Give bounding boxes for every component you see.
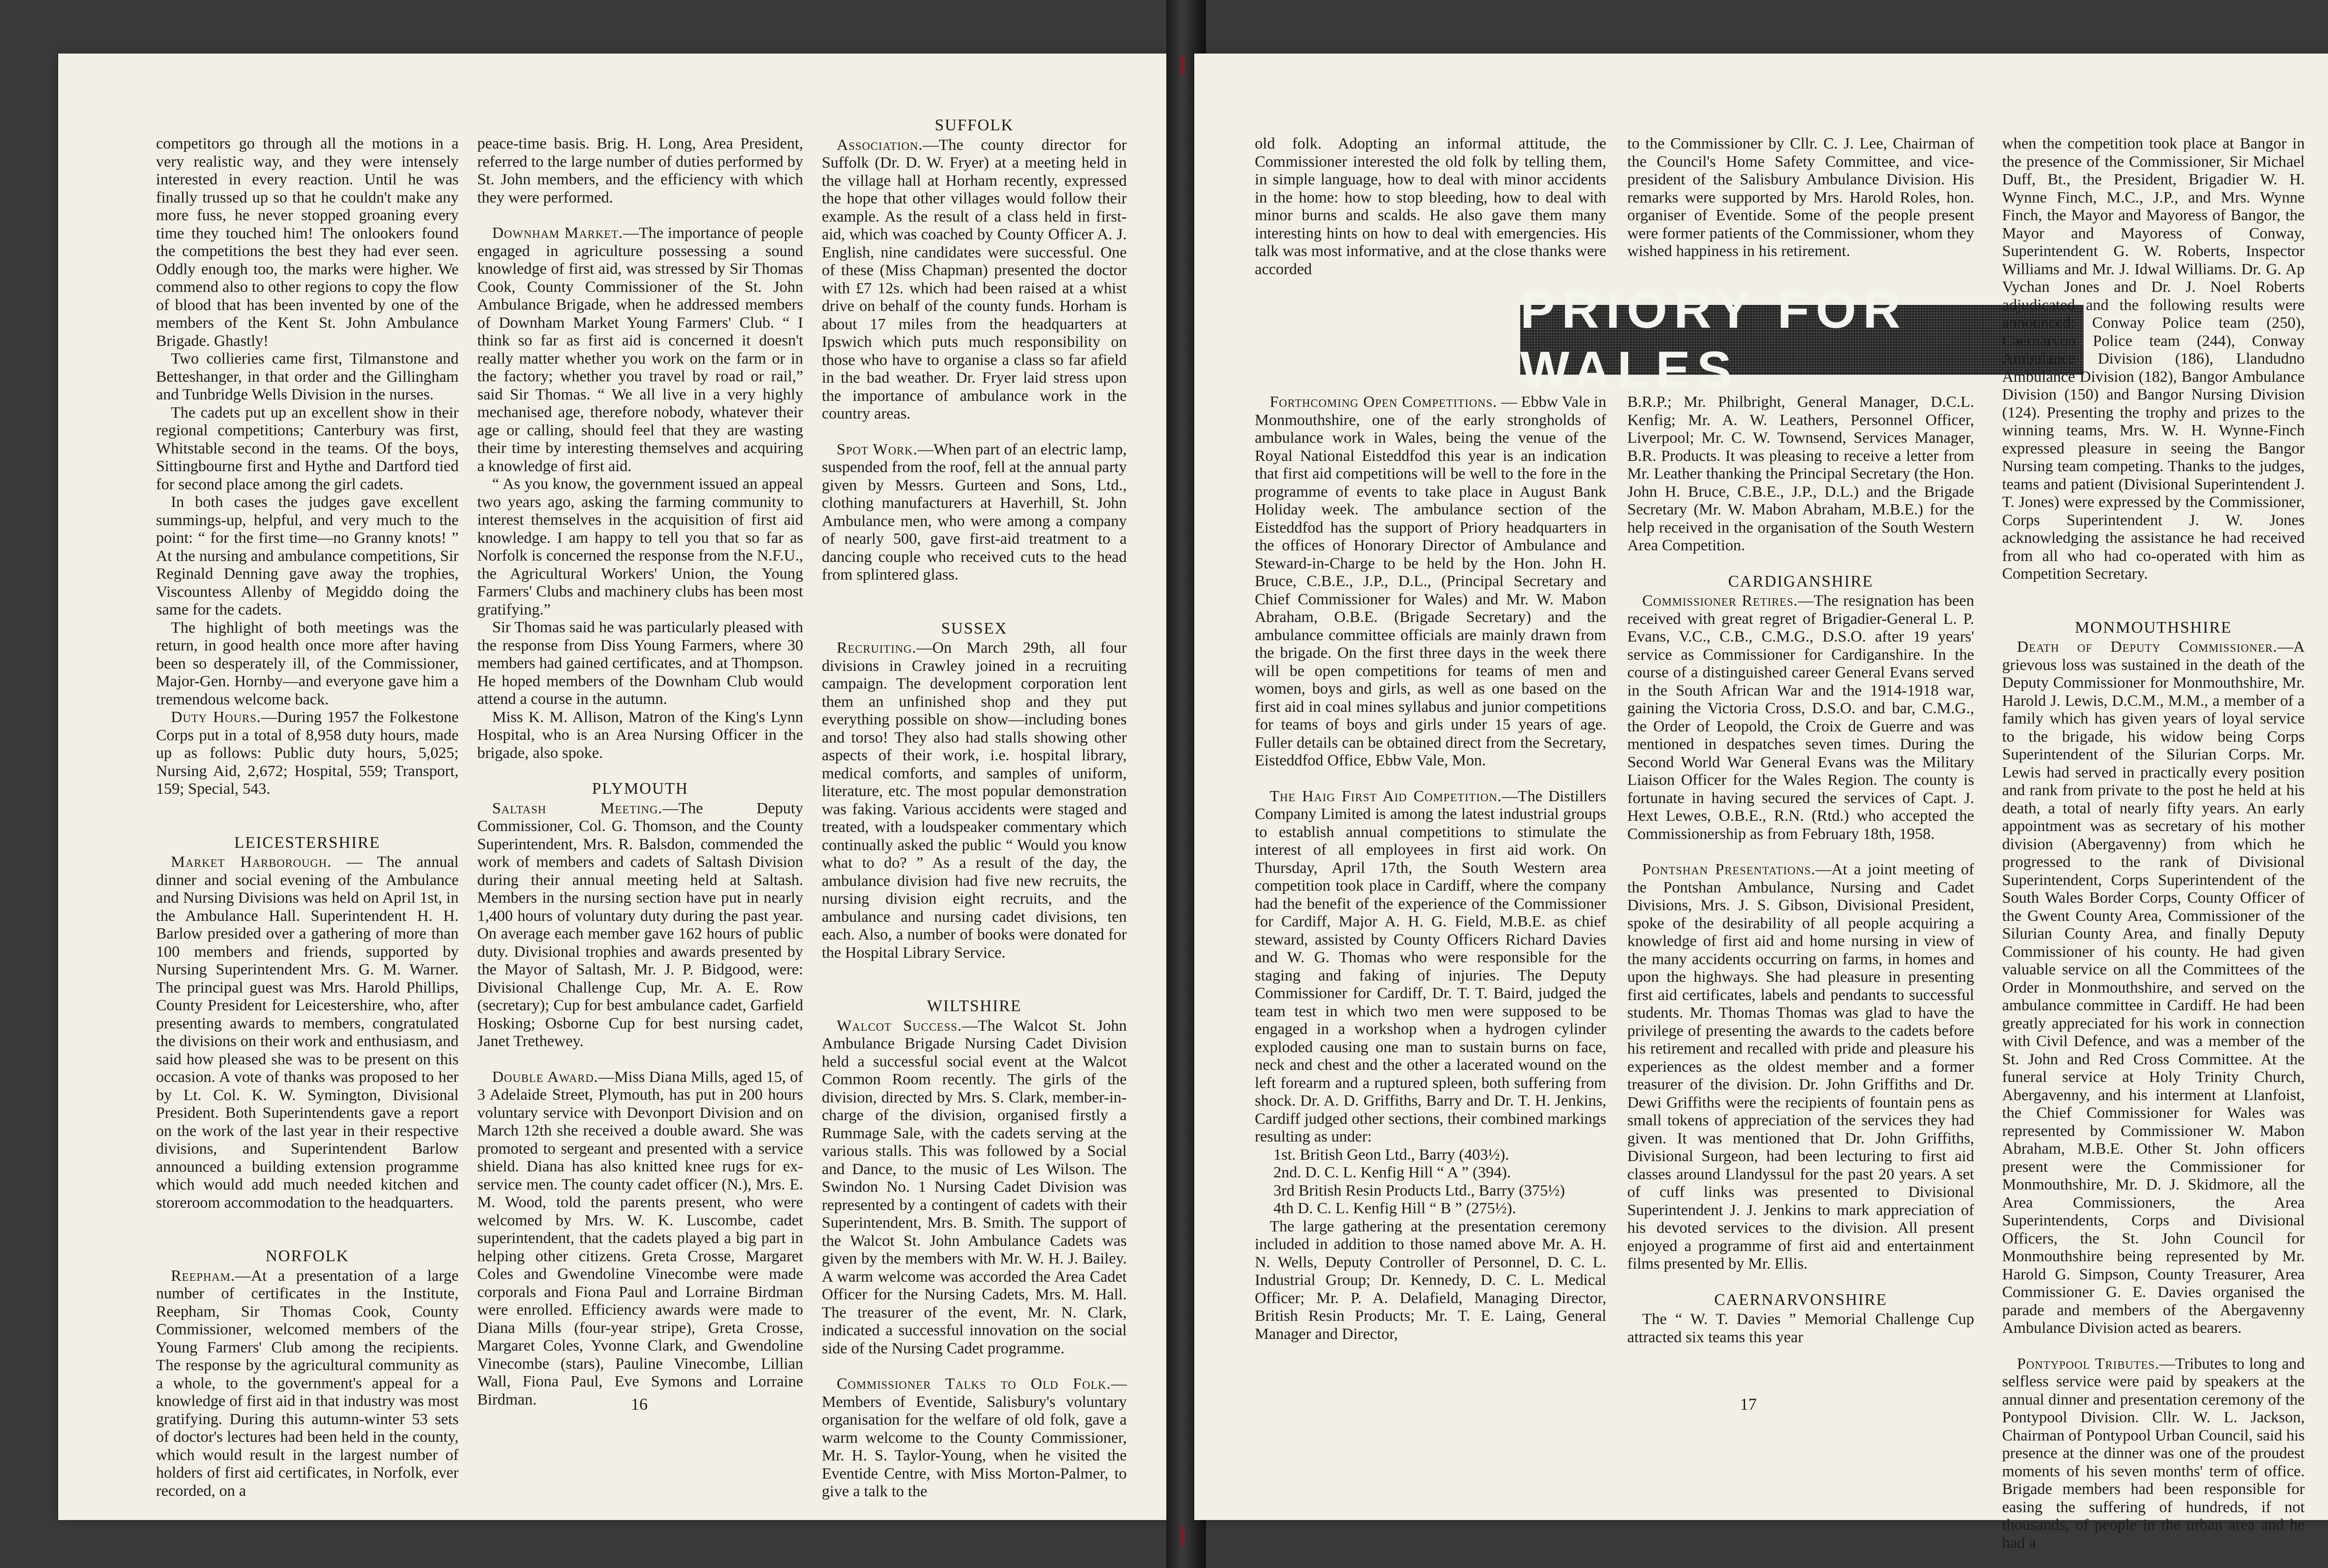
paragraph — [822, 1017, 1127, 1358]
spacer — [156, 798, 459, 834]
spacer — [1627, 555, 1974, 573]
paragraph-body: — The annual dinner and social evening of the Ambulance and Nursing Divisions was held on April 1st, in the Ambulance Hall. Superintendent H. H. Barlow presided over a gathering of more than 100 members and friends, supported by Nursing Superintendent Mrs. G. M. Warner. The principal guest was Mrs. Harold Phillips, County President for Leicestershire, who, after presenting awards to members, congratulated the divisions on their work and enthusiasm, and said how pleased she was to be present on this occasion. A vote of thanks was proposed to her by Lt. Col. K. W. Symington, Divisional President. Both Superintendents gave a report on the work of the last year in their respective divisions, and Superintendent Barlow announced a building extension programme which would add much needed kitchen and storeroom accommodation to the headquarters. — [156, 853, 459, 1211]
run-in-heading: Pontshan Presentations. — [1642, 861, 1816, 878]
paragraph: peace-time basis. Brig. H. Long, Area President, referred to the large number of duties performed by St. John members, and the efficiency with which they were performed. — [477, 135, 803, 206]
paragraph-body: —Miss Diana Mills, aged 15, of 3 Adelaide Street, Plymouth, has put in 200 hours voluntary service with Devonport Division and on March 12th she received a double award. She was promoted to sergeant and presented with a service shield. Diana has also knitted knee rugs for ex-service men. The county cadet officer (N.), Mrs. E. M. Wood, told the parents present, who were welcomed by Mrs. W. K. Luscombe, cadet superintendent, that the cadets played a big part in helping other citizens. Greta Crosse, Margaret Coles and Gwendoline Vinecombe were made corporals and Fiona Paul and Lorraine Birdman were enrolled. Efficiency awards were made to Diana Mills (four-year stripe), Greta Crosse, Margaret Coles, Yvonne Clark, and Gwendoline Vinecombe (stars), Pauline Vinecombe, Lillian Wall, Fiona Paul, Eve Symons and Lorraine Birdman. — [477, 1068, 803, 1408]
run-in-heading: Recruiting. — [837, 639, 917, 656]
paragraph-body: —At a presentation of a large number of certificates in the Institute, Reepham, Sir Thomas Cook, County Commissioner, welcomed members of the Young Farmers' Club among the recipients. The response by the agricultural community as a whole, to the government's appeal for a knowledge of first aid in that industry was most gratifying. During this autumn-winter 53 sets of doctor's lectures had been held in the county, which would result in the largest number of holders of first aid certificates, in Norfolk, ever recorded, on a — [156, 1267, 459, 1500]
left-column-3 — [822, 116, 1127, 1501]
spacer — [822, 423, 1127, 441]
run-in-heading: Forthcoming Open Competitions. — [1270, 393, 1497, 411]
run-in-heading: Duty Hours. — [171, 709, 261, 726]
paragraph: The large gathering at the presentation ceremony included in addition to those named above Mr. A. H. N. Wells, Deputy Controller of Personnel, D. C. L. Industrial Group; Dr. Kennedy, D. C. L. Medical Officer; Mr. P. A. Delafield, Managing Director, British Resin Products; Mr. T. E. Laing, General Manager and Director, — [1255, 1217, 1606, 1343]
paragraph-body: —Tributes to long and selfless service were paid by speakers at the annual dinner and presentation ceremony of the Pontypool Division. Cllr. W. L. Jackson, Chairman of Pontypool Urban Council, said his presence at the dinner was one of the proudest moments of his seven months' term of office. Brigade members had been responsible for easing the suffering of hundreds, if not thousands, of people in the urban area and he had a — [2002, 1355, 2305, 1552]
paragraph — [1627, 861, 1974, 1273]
run-in-heading: Downham Market. — [492, 224, 623, 242]
paragraph-body: —The Walcot St. John Ambulance Brigade Nursing Cadet Division held a successful social event at the Walcot Common Room recently. The girls of the division, directed by Mrs. S. Clark, member-in-charge of the division, organised firstly a Rummage Sale, with the cadets serving at the various stalls. This was followed by a Social and Dance, to the music of Les Wilson. The Swindon No. 1 Nursing Cadet Division was represented by a contingent of cadets with their Superintendent, Mrs. B. Smith. The support of the Walcot St. John Ambulance Cadets was given by the members with Mr. W. H. J. Bailey. A warm welcome was accorded the Area Cadet Officer for the Nursing Cadets, Mrs. M. Hall. The treasurer of the event, Mr. N. Clark, indicated a successful innovation on the social side of the Nursing Cadet programme. — [822, 1017, 1127, 1357]
paragraph-body: —The resignation has been received with great regret of Brigadier-General L. P. Evans, V.C., C.B., C.M.G., D.S.O. after 19 years' service as Commissioner for Cardiganshire. In the course of a distinguished career General Evans served in the South African War and the 1914-1918 war, gaining the Victoria Cross, D.S.O. and bar, C.M.G., the Order of Leopold, the Croix de Guerre and was mentioned in despatches seven times. During the Second World War General Evans was the Military Liaison Officer for the Wales Region. The county is fortunate in having secured the services of Capt. J. Hext Lewes, O.B.E., R.N. (Rtd.) who accepted the Commissionership as from February 18th, 1958. — [1627, 592, 1974, 843]
run-in-heading: Association. — [837, 136, 923, 154]
spacer — [822, 584, 1127, 620]
paragraph — [156, 1267, 459, 1500]
paragraph — [477, 224, 803, 475]
paragraph-body: —Members of Eventide, Salisbury's voluntary organisation for the welfare of old folk, gave a warm welcome to the County Commissioner, Mr. H. S. Taylor-Young, when he visited the Eventide Centre, with Miss Morton-Palmer, to give a talk to the — [822, 1375, 1127, 1500]
paragraph — [477, 1068, 803, 1409]
page-number: 16 — [631, 1395, 648, 1413]
paragraph: to the Commissioner by Cllr. C. J. Lee, Chairman of the Council's Home Safety Committee, and vice-president of the Salisbury Ambulance Division. His remarks were supported by Mrs. Harold Roles, hon. organiser of Eventide. Some of the people present were former patients of the Commissioner, whom they wished happiness in his retirement. — [1627, 135, 1974, 260]
left-column-2 — [477, 135, 803, 1409]
paragraph-body: —At a joint meeting of the Pontshan Ambulance, Nursing and Cadet Divisions, Mrs. J. S. Gibson, Divisional President, spoke of the desirability of all people acquiring a knowledge of first aid and home nursing in view of the many accidents occurring on farms, in homes and upon the highways. She had pleasure in presenting first aid certificates, labels and pendants to successful students. Mr. Thomas Thomas was glad to have the privilege of presenting the awards to the cadets before his retirement and recalled with pride and pleasure his experiences as the oldest member and a former treasurer of the division. Dr. John Griffiths and Dr. Dewi Griffiths were the recipients of fountain pens as small tokens of appreciation of the services they had given. It was mentioned that Dr. John Griffiths, Divisional Surgeon, had been lecturing to first aid classes around Llandyssul for the past 20 years. A set of cuff links was presented to Divisional Superintendent J. J. Jenkins to mark appreciation of his devoted services to the division. All present enjoyed a programme of first aid and entertainment films presented by Mr. Ellis. — [1627, 861, 1974, 1272]
run-in-heading: Spot Work. — [837, 440, 918, 458]
spacer — [477, 207, 803, 224]
paragraph: when the competition took place at Bangor in the presence of the Commissioner, Sir Michael Duff, Bt., the President, Brigadier W. H. Wynne Finch, M.C., J.P., and Mrs. Wynne Finch, the Mayor and Mayoress of Bangor, the Mayor and Mayoress of Conway, Superintendent G. W. Roberts, Inspector Williams and Mr. J. Idwal Williams. Dr. G. Ap Vychan Jones and Dr. J. Noel Roberts adjudicated and the following results were announced: Conway Police team (250), Caernarvon Police team (244), Conway Ambulance Division (186), Llandudno Ambulance Division (182), Bangor Ambulance Division (150) and Bangor Nursing Division (124). Presenting the trophy and prizes to the winning teams, Mrs. W. H. Wynne-Finch expressed pleasure in seeing the Bangor Nursing team competing. Thanks to the judges, teams and patient (Divisional Superintendent J. T. Jones) were expressed by the Commissioner, Corps Superintendent J. W. Jones acknowledging the assistance he had received from all who had co-operated with him as Competition Secretary. — [2002, 135, 2305, 582]
run-in-heading: Commissioner Talks to Old Folk. — [837, 1375, 1111, 1392]
paragraph: The cadets put up an excellent show in their regional competitions; Canterbury was first, Whitstable second in the teams. Of the boys, Sittingbourne first and Hythe and Dartford tied for second place among the girl cadets. — [156, 404, 459, 493]
run-in-heading: Death of Deputy Commissioner. — [2017, 638, 2278, 656]
paragraph-body: —During 1957 the Folkestone Corps put in a total of 8,958 duty hours, made up as follows: Public duty hours, 5,025; Nursing Aid, 2,672; Hospital, 559; Transport, 159; Special, 543. — [156, 709, 459, 798]
right-column-1-top — [1255, 135, 1606, 278]
run-in-heading: Double Award. — [492, 1068, 599, 1086]
paragraph — [156, 709, 459, 798]
paragraph — [822, 136, 1127, 423]
spacer — [477, 762, 803, 780]
section-heading-suffolk: SUFFOLK — [934, 116, 1014, 134]
spacer — [1627, 1273, 1974, 1291]
paragraph-body: —The county director for Suffolk (Dr. D. W. Fryer) at a meeting held in the village hall at Horham recently, expressed the hope that other villages would follow their example. As the result of a class held in first-aid, which was coached by County Officer A. J. English, nine candidates were successful. One of these (Miss Chapman) presented the doctor with £7 12s. which had been raised at a whist drive on behalf of the county funds. Horham is about 17 miles from the headquarters at Ipswich which puts much responsibility on those who have to organise a class so far afield in the bad weather. Dr. Fryer laid stress upon the importance of ambulance work in the country areas. — [822, 136, 1127, 422]
headline-banner — [1520, 281, 2084, 399]
result-line: 1st. British Geon Ltd., Barry (403½). — [1273, 1146, 1509, 1163]
paragraph-body: —When part of an electric lamp, suspended from the roof, fell at the annual party given by Messrs. Gurteen and Sons, Ltd., clothing manufacturers at Haverhill, St. John Ambulance men, who were among a company of nearly 500, gave first-aid treatment to a dancing couple who received cuts to the head from splintered glass. — [822, 440, 1127, 583]
paragraph — [1255, 393, 1606, 770]
paragraph: “ As you know, the government issued an appeal two years ago, asking the farming community to interest themselves in the acquisition of first aid knowledge. I am happy to tell you that so far as Norfolk is concerned the response from the N.F.U., the Agricultural Workers' Union, the Young Farmers' Clubs and machinery clubs has been most gratifying.” — [477, 475, 803, 618]
right-column-2-top — [1627, 135, 1974, 261]
paragraph — [822, 441, 1127, 584]
paragraph — [1255, 788, 1606, 1146]
paragraph — [1627, 592, 1974, 843]
paragraph: B.R.P.; Mr. Philbright, General Manager, D.C.L. Kenfig; Mr. A. W. Leathers, Personnel Officer, Liverpool; Mr. C. W. Townsend, Services Manager, B.R. Products. It was pleasing to receive a letter from Mr. Leather thanking the Principal Secretary (the Hon. John H. Bruce, C.B.E., J.P., D.L.) and the Brigade Secretary (Mr. W. Mabon Abraham, M.B.E.) for the help received in the organisation of the South Western Area Competition. — [1627, 393, 1974, 554]
spacer — [2002, 583, 2305, 619]
paragraph: The “ W. T. Davies ” Memorial Challenge Cup attracted six teams this year — [1627, 1311, 1974, 1346]
paragraph: Two collieries came first, Tilmanstone and Betteshanger, in that order and the Gillingham and Tunbridge Wells Division in the nurses. — [156, 350, 459, 403]
binding-mark — [1180, 56, 1185, 74]
left-column-1 — [156, 135, 459, 1500]
run-in-heading: The Haig First Aid Competition. — [1270, 787, 1502, 805]
run-in-heading: Market Harborough. — [171, 853, 332, 871]
paragraph-body: —The importance of people engaged in agriculture possessing a sound knowledge of first aid, was stressed by Sir Thomas Cook, County Commissioner of the St. John Ambulance Brigade, when he addressed members of Downham Market Young Farmers' Club. “ I think so far as first aid is concerned it doesn't really matter whether you work on the farm or in the factory; whether you travel by road or rail,” said Sir Thomas. “ We all live in a very highly mechanised age, therefore nobody, whatever their age or calling, should feel that they are wasting their time by interesting themselves and acquiring a knowledge of first aid. — [477, 224, 803, 475]
result-line: 4th D. C. L. Kenfig Hill “ B ” (275½). — [1273, 1200, 1516, 1217]
run-in-heading: Saltash Meeting. — [492, 799, 663, 817]
paragraph: old folk. Adopting an informal attitude, the Commissioner interested the old folk by telling them, in simple language, how to deal with minor accidents in the home: how to stop bleeding, how to deal with minor burns and scalds. He also gave them many interesting hints on how to deal with emergencies. His talk was most informative, and at the close thanks were accorded — [1255, 135, 1606, 278]
paragraph — [2002, 1355, 2305, 1553]
result-line: 3rd British Resin Products Ltd., Barry (375½) — [1273, 1182, 1565, 1199]
section-heading-plymouth: PLYMOUTH — [592, 779, 689, 798]
spacer — [822, 962, 1127, 997]
section-heading-leicestershire: LEICESTERSHIRE — [234, 833, 380, 852]
run-in-heading: Walcot Success. — [837, 1017, 962, 1034]
section-heading-sussex: SUSSEX — [941, 619, 1008, 637]
paragraph-body: —A grievous loss was sustained in the death of the Deputy Commissioner for Monmouthshire, Mr. Harold J. Lewis, D.C.M., M.M., a member of a family which has given years of loyal service to the brigade, his widow being Corps Superintendent of the Silurian Corps. Mr. Lewis had served in practically every position and rank from private to the post he held at his death, a total of nearly fifty years. An early appointment was as secretary of his mother division (Abergavenny) from which he progressed to the rank of Divisional Superintendent, Corps Superintendent of the South Wales Border Corps, County Officer of the Gwent County Area, Commissioner of the Silurian County Area, and finally Deputy Commissioner of his county. He had given valuable service on all the Committees of the Order in Monmouthshire, and served on the ambulance committee in Cardiff. He had been greatly appreciated for his work in connection with Civil Defence, and was a member of the St. John and Red Cross Committee. At the funeral service at Holy Trinity Church, Abergavenny, and his interment at Llanfoist, the Chief Commissioner for Wales was represented by Commissioner W. Mabon Abraham, M.B.E. Other St. John officers present were the Commissioner for Monmouthshire, Mr. D. J. Skidmore, all the Area Commissioners, the Area Superintendents, Corps and Divisional Officers, the St. John Council for Monmouthshire being represented by Mr. Harold G. Simpson, County Treasurer, Area Commissioner G. E. Davies organised the parade and members of the Abergavenny Ambulance Division acted as bearers. — [2002, 638, 2305, 1337]
right-column-3 — [2002, 135, 2305, 1552]
paragraph — [2002, 638, 2305, 1338]
right-column-2 — [1627, 393, 1974, 1346]
binding-mark — [1180, 1527, 1185, 1546]
paragraph: Sir Thomas said he was particularly pleased with the response from Diss Young Farmers, where 30 members had gained certificates, and at Thompson. He hoped members of the Downham Club would attend a course in the autumn. — [477, 619, 803, 708]
spacer — [1627, 843, 1974, 861]
right-page — [1194, 54, 2328, 1552]
paragraph: Miss K. M. Allison, Matron of the King's Lynn Hospital, who is an Area Nursing Officer in the brigade, also spoke. — [477, 708, 803, 762]
left-page — [58, 54, 1178, 1520]
spacer — [156, 1212, 459, 1247]
headline: PRIORY FOR WALES — [1520, 281, 1907, 399]
section-heading-monmouthshire: MONMOUTHSHIRE — [2075, 618, 2232, 636]
paragraph — [477, 800, 803, 1051]
spacer — [477, 1051, 803, 1068]
right-column-1 — [1255, 393, 1606, 1343]
paragraph-body: — Ebbw Vale in Monmouthshire, one of the early strongholds of ambulance work in Wales, being the venue of the Royal National Eisteddfod this year is an indication that first aid competitions will be well to the fore in the programme of events to take place in August Bank Holiday week. The ambulance section of the Eisteddfod has the support of Priory headquarters in the offices of Honorary Director of Ambulance and Steward-in-Charge to be held by the Hon. John H. Bruce, C.B.E., J.P., D.L., (Principal Secretary and Chief Commissioner for Wales) and Mr. W. Mabon Abraham, O.B.E. (Brigade Secretary) and the ambulance committee officials are mainly drawn from the brigade. On the first three days in the week there will be open competitions for teams of men and women, boys and girls, as well as one based on the first aid in coal mines syllabus and junior competitions for teams of boys and girls under 15 years of age. Fuller details can be obtained direct from the Secretary, Eisteddfod Office, Ebbw Vale, Mon. — [1255, 393, 1606, 769]
spacer — [1255, 770, 1606, 788]
section-heading-cardiganshire: CARDIGANSHIRE — [1728, 572, 1874, 590]
section-heading-wiltshire: WILTSHIRE — [927, 997, 1022, 1015]
paragraph — [822, 639, 1127, 962]
section-heading-caernarvonshire: CAERNARVONSHIRE — [1714, 1290, 1888, 1309]
run-in-heading: Reepham. — [171, 1267, 235, 1284]
page-number: 17 — [1740, 1395, 1757, 1413]
paragraph-body: —On March 29th, all four divisions in Crawley joined in a recruiting campaign. The development corporation lent them an unfinished shop and they put everything possible on show—including bones and torso! They also had stalls showing other aspects of their work, i.e. hospital library, medical comforts, and samples of uniform, literature, etc. The most popular demonstration was faking. Various accidents were staged and treated, with a loudspeaker commentary which continually asked the public “ Would you know what to do? ” As a result of the day, the ambulance division had five new recruits, the nursing division eight recruits, and the ambulance and nursing cadet divisions, ten each. Also, a number of books were donated for the Hospital Library Service. — [822, 639, 1127, 961]
paragraph — [822, 1375, 1127, 1501]
section-heading-norfolk: NORFOLK — [265, 1247, 349, 1265]
paragraph-body: —The Distillers Company Limited is among the latest industrial groups to establish annual competitions to stimulate the interest of all employees in first aid work. On Thursday, April 17th, the South Western area competition took place in Cardiff, where the company had the benefit of the experience of the Commissioner for Cardiff, Major A. H. G. Field, M.B.E. as chief steward, assisted by County Officers Richard Davies and W. G. Thomas who were responsible for the staging and faking of injuries. The Deputy Commissioner for Cardiff, Dr. T. T. Baird, judged the team test in which two men were supposed to be engaged in a workshop when a hydrogen cylinder exploded causing one man to sustain burns on face, neck and chest and the other a lacerated wound on the left forearm and a ruptured spleen, both suffering from shock. Dr. A. D. Griffiths, Barry and Dr. T. H. Jenkins, Cardiff judged other sections, their combined markings resulting as under: — [1255, 787, 1606, 1145]
run-in-heading: Commissioner Retires. — [1642, 592, 1798, 609]
paragraph — [156, 853, 459, 1212]
result-line: 2nd. D. C. L. Kenfig Hill “ A ” (394). — [1273, 1164, 1511, 1181]
paragraph: competitors go through all the motions in a very realistic way, and they were intensely interested in every reaction. Until he was finally trussed up so that he couldn't make any more fuss, he never stopped groaning every time they touched him! The onlookers found the competitions the best they had ever seen. Oddly enough too, the marks were higher. We commend also to other regions to copy the flow of blood that has been invented by one of the members of the Kent St. John Ambulance Brigade. Ghastly! — [156, 135, 459, 350]
paragraph-body: —The Deputy Commissioner, Col. G. Thomson, and the County Superintendent, Mrs. R. Balsdon, commended the work of members and cadets of Saltash Division during their annual meeting held at Saltash. Members in the nursing section have put in nearly 1,400 hours of voluntary duty during the past year. On average each member gave 162 hours of public duty. Divisional trophies and awards presented by the Mayor of Saltash, Mr. J. P. Bidgood, were: Divisional Challenge Cup, Mr. A. E. Row (secretary); Cup for best ambulance cadet, Garfield Hosking; Osborne Cup for best nursing cadet, Janet Trethewey. — [477, 799, 803, 1050]
paragraph: In both cases the judges gave excellent summings-up, helpful, and very much to the point: “ for the first time—no Granny knots! ” At the nursing and ambulance competitions, Sir Reginald Denning gave away the trophies, Viscountess Allenby of Megiddo doing the same for the cadets. — [156, 493, 459, 618]
spacer — [2002, 1338, 2305, 1355]
run-in-heading: Pontypool Tributes. — [2017, 1355, 2159, 1372]
spacer — [822, 1358, 1127, 1375]
paragraph: The highlight of both meetings was the return, in good health once more after having been so desperately ill, of the Commissioner, Major-Gen. Hornby—and everyone gave him a tremendous welcome back. — [156, 619, 459, 708]
